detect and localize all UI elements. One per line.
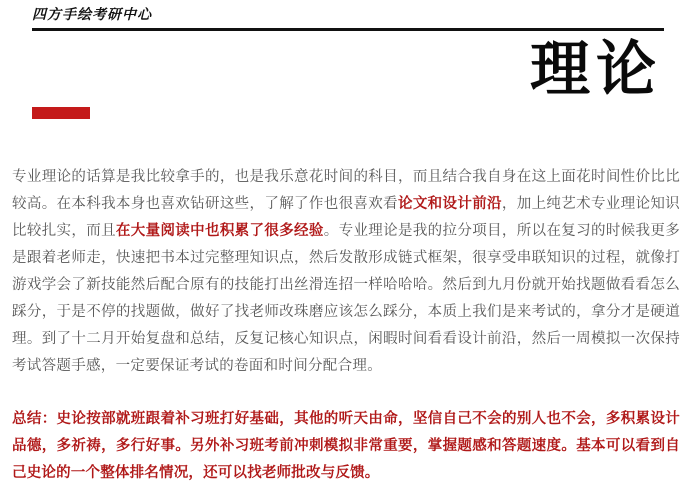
body-text-2: ，加上纯艺术专业理论知识比较扎实，而且 [12, 196, 680, 239]
body-text-3: 。专业理论是我的拉分项目，所以在复习的时候我更多是跟着老师走，快速把书本过完整理知识点，然后发散形成链式框架，很享受串联知识的过程，就像打游戏学会了新技能然后配合原有的技能打出丝滑连招一样哈哈哈。然后到九月份就开始找题做看看怎么踩分，于是不停的找题做，做好了找老师改珠磨应该怎么踩分，本质上我们是来考试的，拿分才是硬道理。到了十二月开始复盘和总结，反复记核心知识点，闲暇时间看看设计前沿，然后一周模拟一次保持考试答题手感，一定要保证考试的卷面和时间分配合理。 [12, 223, 681, 374]
accent-bar [32, 107, 90, 119]
header-divider [32, 28, 664, 31]
highlight-experience: 在大量阅读中也积累了很多经验 [115, 223, 324, 239]
summary-paragraph: 总结：史论按部就班跟着补习班打好基础，其他的听天由命，坚信自己不会的别人也不会，多积累设计品德，多祈祷，多行好事。另外补习班考前冲刺模拟非常重要，掌握题感和答题速度。基本可以看到自己史论的一个整体排名情况，还可以找老师批改与反馈。 [12, 411, 680, 481]
body-text-1: 专业理论的话算是我比较拿手的，也是我乐意花时间的科目，而且结合我自身在这上面花时间性价比比较高。在本科我本身也喜欢钻研这些，了解了作也很喜欢看 [12, 169, 680, 212]
highlight-papers: 论文和设计前沿 [397, 196, 502, 212]
brand-name: 四方手绘考研中心 [32, 7, 152, 23]
body-paragraph [12, 164, 680, 380]
section-title: 理论 [530, 35, 662, 105]
